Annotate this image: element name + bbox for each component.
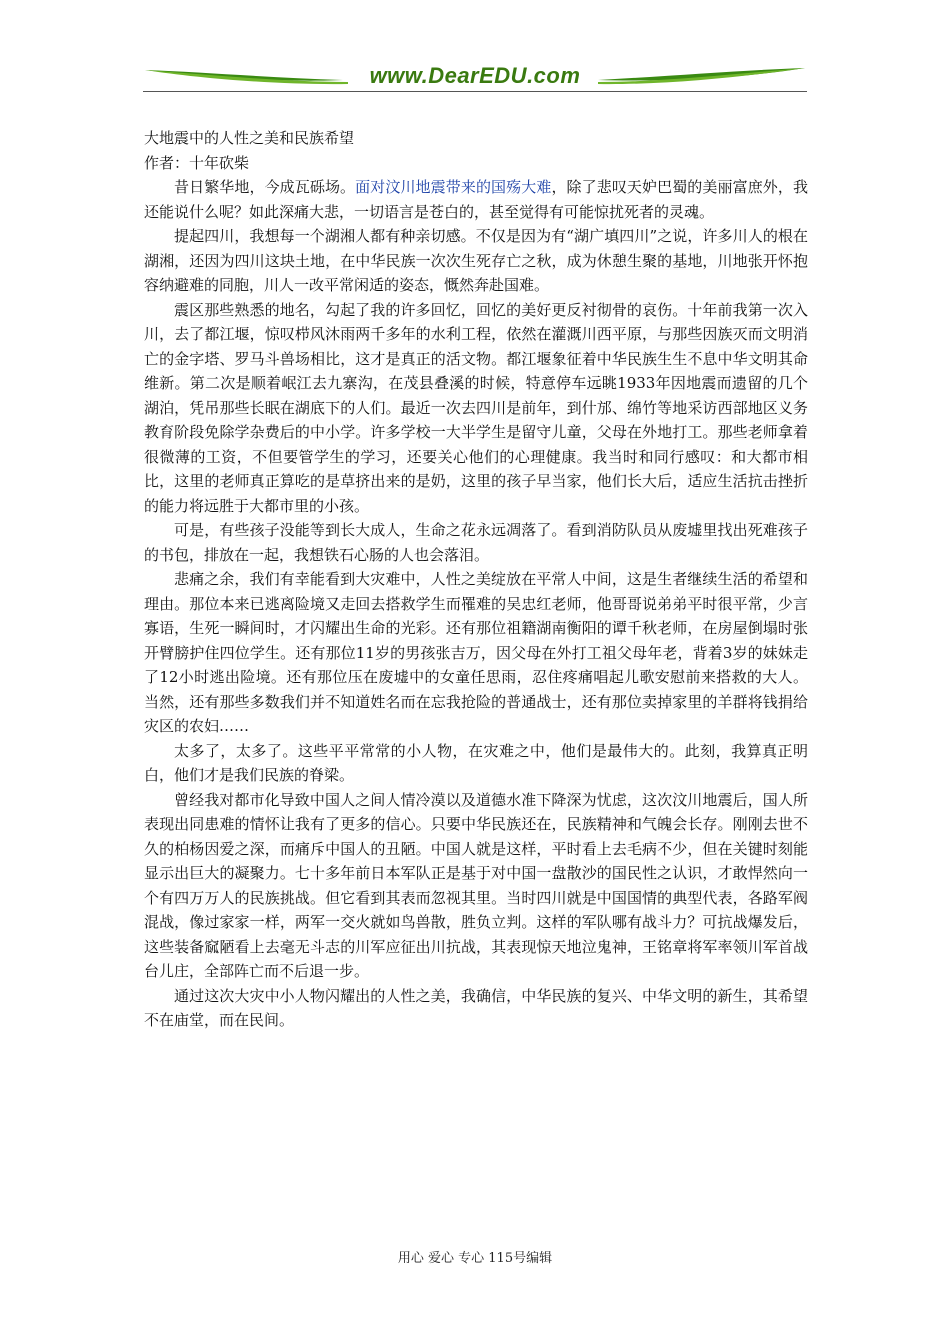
- article-body: [144, 126, 808, 1033]
- article-link[interactable]: 面对汶川地震带来的国殇大难: [355, 178, 552, 196]
- paragraph-2: 提起四川，我想每一个湖湘人都有种亲切感。不仅是因为有“湖广填四川”之说，许多川人的根在湖湘，还因为四川这块土地，在中华民族一次次生死存亡之秋，成为休憩生聚的基地，川地张开怀抱容纳避难的同胞，川人一改平常闲适的姿态，慨然奔赴国难。: [144, 227, 808, 294]
- paragraph-1-lead: 昔日繁华地，今成瓦砾场。: [174, 178, 356, 196]
- header-divider: [143, 91, 807, 92]
- paragraph-4: 可是，有些孩子没能等到长大成人，生命之花永远凋落了。看到消防队员从废墟里找出死难孩子的书包，排放在一起，我想铁石心肠的人也会落泪。: [144, 521, 808, 564]
- site-header: [143, 60, 807, 94]
- paragraph-1-rest: ，除了悲叹天妒巴蜀的美丽富庶外，我还能说什么呢？如此深痛大悲，一切语言是苍白的，甚至觉得有可能惊扰死者的灵魂。: [144, 178, 808, 221]
- paragraph-6: 太多了，太多了。这些平平常常的小人物，在灾难之中，他们是最伟大的。此刻，我算真正明白，他们才是我们民族的脊梁。: [144, 741, 808, 784]
- article-title: 大地震中的人性之美和民族希望: [144, 129, 355, 147]
- paragraph-1: [144, 175, 808, 224]
- paragraph-5: 悲痛之余，我们有幸能看到大灾难中，人性之美绽放在平常人中间，这是生者继续生活的希望和理由。那位本来已逃离险境又走回去搭救学生而罹难的吴忠红老师，他哥哥说弟弟平时很平常，少言寡语，生死一瞬间时，才闪耀出生命的光彩。还有那位祖籍湖南衡阳的谭千秋老师，在房屋倒塌时张开臂膀护住四位学生。还有那位11岁的男孩张吉万，因父母在外打工祖父母年老，背着3岁的妹妹走了12小时逃出险境。还有那位压在废墟中的女童任思雨，忍住疼痛唱起儿歌安慰前来搭救的大人。当然，还有那些多数我们并不知道姓名而在忘我抢险的普通战士，还有那位卖掉家里的羊群将钱捐给灾区的农妇……: [144, 570, 808, 735]
- page-footer: 用心 爱心 专心 115号编辑: [397, 1251, 553, 1266]
- paragraph-3: 震区那些熟悉的地名，勾起了我的许多回忆，回忆的美好更反衬彻骨的哀伤。十年前我第一次入川，去了都江堰，惊叹栉风沐雨两千多年的水利工程，依然在灌溉川西平原，与那些因族灭而文明消亡的金字塔、罗马斗兽场相比，这才是真正的活文物。都江堰象征着中华民族生生不息中华文明其命维新。第二次是顺着岷江去九寨沟，在茂县叠溪的时候，特意停车远眺1933年因地震而遗留的几个湖泊，凭吊那些长眠在湖底下的人们。最近一次去四川是前年，到什邡、绵竹等地采访西部地区义务教育阶段免除学杂费后的中小学。许多学校一大半学生是留守儿童，父母在外地打工。那些老师拿着很微薄的工资，不但要管学生的学习，还要关心他们的心理健康。我当时和同行感叹：和大都市相比，这里的老师真正算吃的是草挤出来的是奶，这里的孩子早当家，他们长大后，适应生活抗击挫折的能力将远胜于大都市里的小孩。: [144, 300, 808, 515]
- article-author: 作者：十年砍柴: [144, 153, 250, 172]
- paragraph-7: 曾经我对都市化导致中国人之间人情冷漠以及道德水准下降深为忧虑，这次汶川地震后，国人所表现出同患难的情怀让我有了更多的信心。只要中华民族还在，民族精神和气魄会长存。刚刚去世不久的柏杨因爱之深，而痛斥中国人的丑陋。中国人就是这样，平时看上去毛病不少，但在关键时刻能显示出巨大的凝聚力。七十多年前日本军队正是基于对中国一盘散沙的国民性之认识，才敢悍然向一个有四万万人的民族挑战。但它看到其表而忽视其里。当时四川就是中国国情的典型代表，各路军阀混战，像过家家一样，两军一交火就如鸟兽散，胜负立判。这样的军队哪有战斗力？可抗战爆发后，这些装备窳陋看上去毫无斗志的川军应征出川抗战，其表现惊天地泣鬼神，王铭章将军率领川军首战台儿庄，全部阵亡而不后退一步。: [144, 790, 808, 980]
- paragraph-8: 通过这次大灾中小人物闪耀出的人性之美，我确信，中华民族的复兴、中华文明的新生，其希望不在庙堂，而在民间。: [144, 986, 808, 1029]
- site-url[interactable]: www.DearEDU.com: [369, 63, 581, 88]
